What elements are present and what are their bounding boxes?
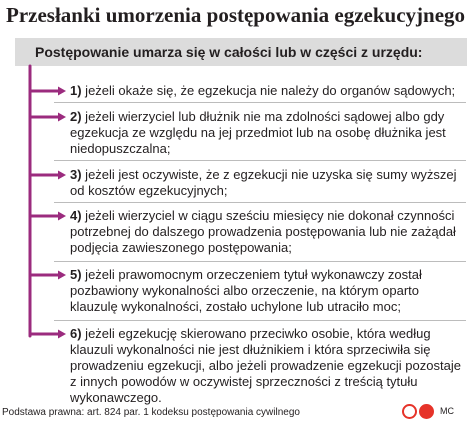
item-divider: [54, 160, 466, 161]
arrow-head-icon: [58, 271, 66, 280]
item-text: jeżeli egzekucję skierowano przeciwko osobie, która według klauzuli wykonalności nie jest dłużnikiem i która sprzeciwiła się prowadzeniu egzekucji, albo jeżeli prowadzenie egzekucji pozostaje z innych powodów w oczywistej sprzeczności z treścią tytułu wykonawczego.: [70, 326, 461, 405]
arrow-head-icon: [58, 212, 66, 221]
list-item: [70, 109, 466, 157]
item-divider: [54, 102, 466, 103]
item-number: 6): [70, 326, 82, 341]
header-bar: [15, 38, 467, 66]
header-label: Postępowanie umarza się w całości lub w części z urzędu:: [35, 44, 423, 60]
item-text: jeżeli wierzyciel w ciągu sześciu miesięcy nie dokonał czynności potrzebnej do dalszego prowadzenia postępowania lub nie zażądał podjęcia zawieszonego postępowania;: [70, 208, 456, 255]
logo-c-icon: [402, 404, 417, 419]
list-item: [70, 208, 466, 256]
item-number: 3): [70, 167, 82, 182]
arrow-head-icon: [58, 87, 66, 96]
logo-p-icon: [419, 404, 434, 419]
item-divider: [54, 320, 466, 321]
author-initials: MC: [440, 406, 454, 416]
item-divider: [54, 261, 466, 262]
list-item: [70, 167, 466, 199]
item-divider: [54, 202, 466, 203]
arrow-head-icon: [58, 330, 66, 339]
footer-source: Podstawa prawna: art. 824 par. 1 kodeksu postępowania cywilnego: [2, 407, 300, 418]
item-text: jeżeli wierzyciel lub dłużnik nie ma zdolności sądowej albo gdy egzekucja ze względu na jej przedmiot lub na osobę dłużnika jest niedopuszczalna;: [70, 109, 446, 156]
item-number: 4): [70, 208, 82, 223]
item-text: jeżeli prawomocnym orzeczeniem tytuł wykonawczy został pozbawiony wykonalności albo orzeczenie, na którym oparto klauzulę wykonalności, zostało uchylone lub utraciło moc;: [70, 267, 422, 314]
list-item: [70, 326, 466, 406]
item-number: 2): [70, 109, 82, 124]
item-text: jeżeli okaże się, że egzekucja nie należy do organów sądowych;: [81, 83, 456, 98]
page-title: Przesłanki umorzenia postępowania egzekucyjnego: [6, 3, 466, 27]
arrow-head-icon: [58, 171, 66, 180]
arrow-head-icon: [58, 113, 66, 122]
item-number: 1): [70, 83, 82, 98]
item-number: 5): [70, 267, 82, 282]
list-item: [70, 83, 466, 99]
item-text: jeżeli jest oczywiste, że z egzekucji nie uzyska się sumy wyższej od kosztów egzekucyjnych;: [70, 167, 457, 198]
list-item: [70, 267, 466, 315]
